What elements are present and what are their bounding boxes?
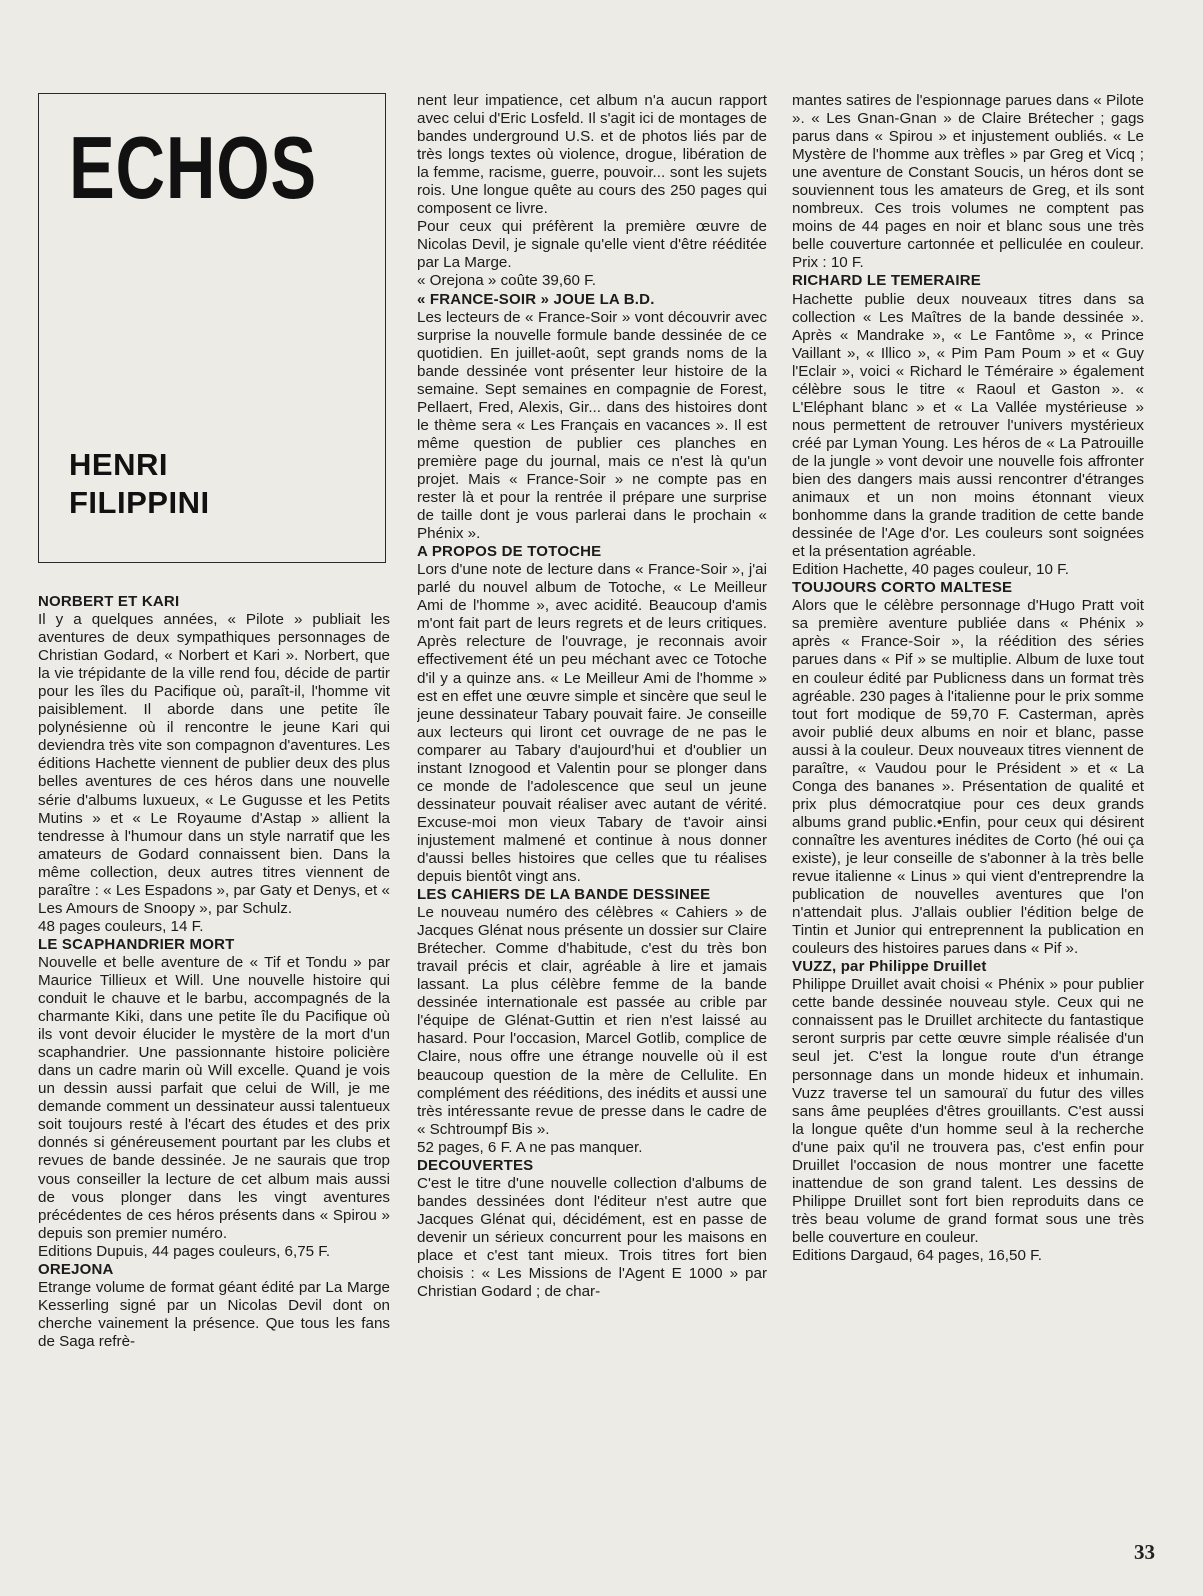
title-box <box>38 93 386 563</box>
paragraph: C'est le titre d'une nouvelle collection d'albums de bandes dessinées dont l'éditeur n'est autre que Jacques Glénat qui, décidément, est en passe de devenir un sérieux concurrent pour les maisons en place et c'est tant mieux. Trois titres fort bien choisis : « Les Missions de l'Agent E 1000 » par Christian Godard ; de char- <box>417 1174 767 1301</box>
paragraph: 52 pages, 6 F. A ne pas manquer. <box>417 1138 643 1156</box>
section-heading: LE SCAPHANDRIER MORT <box>38 935 235 953</box>
article-column-3 <box>792 92 1144 1512</box>
section-heading: RICHARD LE TEMERAIRE <box>792 272 982 290</box>
section-heading: VUZZ, par Philippe Druillet <box>792 958 987 976</box>
paragraph: Editions Dupuis, 44 pages couleurs, 6,75 F. <box>38 1242 331 1260</box>
page-title: ECHOS <box>69 118 318 217</box>
paragraph: Philippe Druillet avait choisi « Phénix » pour publier cette bande dessinée nouveau style. Ceux qui ne connaissent pas le Druillet architecte du fantastique seront surpris par cette œuvre simple réalisée d'un seul jet. C'est la longue route d'un étrange personnage dans un monde hideux et inhumain. Vuzz traverse tel un samouraï du futur des villes sans âme peuplées d'êtres grouillants. C'est aussi la longue quête d'un homme seul à la recherche d'une paix qu'il ne trouvera pas, c'est enfin pour Druillet l'occasion de nous montrer une facette inattendue de son grand talent. Les dessins de Philippe Druillet sont fort bien reproduits dans ce très beau volume de grand format sous une très belle couverture en couleur. <box>792 976 1144 1246</box>
section-heading: LES CAHIERS DE LA BANDE DESSINEE <box>417 886 711 904</box>
article-column-1 <box>38 593 390 1513</box>
article-column-2 <box>417 92 767 1512</box>
section-heading: A PROPOS DE TOTOCHE <box>417 543 602 561</box>
paragraph: Nouvelle et belle aventure de « Tif et Tondu » par Maurice Tillieux et Will. Une nouvelle histoire qui conduit le chauve et le barbu, accompagnés de la charmante Kiki, dans une petite île du Pacifique où ils vont devoir élucider le mystère de la mort d'un scaphandrier. Une passionnante histoire policière dans un cadre marin où Will excelle. Quand je vois un dessin aussi parfait que celui de Will, je me demande comment un dessinateur aussi talentueux soit toujours resté à l'écart des études et des prix donnés si généreusement pourtant par les clubs et revues de bande dessinée. Je ne saurais que trop vous conseiller la lecture de cet album mais aussi de vous plonger dans les vingt aventures précédentes de ces héros présents dans « Spirou » depuis son premier numéro. <box>38 953 390 1242</box>
section-heading: DECOUVERTES <box>417 1156 534 1174</box>
paragraph: Alors que le célèbre personnage d'Hugo Pratt voit sa première aventure publiée dans « Phénix » après « France-Soir », la réédition des séries parues dans « Pif » se multiplie. Album de luxe tout en couleur édité par Publicness dans un format très agréable. 230 pages à l'italienne pour le prix somme tout fort modique de 59,70 F. Casterman, après avoir publié deux albums en noir et blanc, passe aussi à la couleur. Deux nouveaux titres viennent de paraître, « Vaudou pour le Président » et « La Conga des bananes ». Présentation de qualité et prix plus démocratqiue pour ces deux grands albums grand public.•Enfin, pour ceux qui désirent connaître les aventures inédites de Corto (hé oui ça existe), je leur conseille de s'abonner à la très belle revue italienne « Linus » qui vient d'entreprendre la publication de nouvelles aventures que l'on n'attendait plus. J'allais oublier l'édition belge de Tintin et Junior qui entreprennent la publication en couleurs des histoires parues dans « Pif ». <box>792 597 1144 958</box>
paragraph: Hachette publie deux nouveaux titres dans sa collection « Les Maîtres de la bande dessinée ». Après « Mandrake », « Le Fantôme », « Prince Vaillant », « Illico », « Pim Pam Poum » et « Guy l'Eclair », voici « Richard le Téméraire » également célèbre sous le titre « Raoul et Gaston ». « L'Eléphant blanc » et « La Vallée mystérieuse » nous permettent de retrouver l'univers mystérieux créé par Lyman Young. Les héros de « La Patrouille de la jungle » vont devoir une nouvelle fois affronter bien des dangers mais aussi rencontrer d'étranges animaux et un non moins étonnant vieux bonhomme dans la grande tradition de cette bande dessinée de l'Age d'or. Les couleurs sont soignées et la présentation agréable. <box>792 290 1144 561</box>
paragraph: mantes satires de l'espionnage parues dans « Pilote ». « Les Gnan-Gnan » de Claire Brétecher ; gags parus dans « Spirou » et injustement oubliés. « Le Mystère de l'homme aux trèfles » par Greg et Vicq ; une aventure de Constant Soucis, un héros dont se souviennent tous les amateurs de Greg, et ils sont nombreux. Ces trois volumes ne comptent pas moins de 44 pages en noir et blanc sous une très belle couverture cartonnée et pelliculée en couleur. Prix : 10 F. <box>792 92 1144 272</box>
paragraph: nent leur impatience, cet album n'a aucun rapport avec celui d'Eric Losfeld. Il s'agit ici de montages de bandes underground U.S. et de photos liés par de très longs textes où violence, drogue, libération de la femme, racisme, guerre, pouvoir... sont les sujets rois. Une longue quête au cours des 250 pages qui composent ce livre. <box>417 92 767 218</box>
paragraph: Lors d'une note de lecture dans « France-Soir », j'ai parlé du nouvel album de Totoche, « Le Meilleur Ami de l'homme », avec acidité. Beaucoup d'amis m'ont fait part de leurs regrets et de leurs critiques. Après relecture de l'ouvrage, je reconnais avoir effectivement été un peu méchant avec ce Totoche d'il y a quinze ans. « Le Meilleur Ami de l'homme » est en effet une œuvre simple et sincère que seul le jeune dessinateur Tabary pouvait faire. Je conseille aux lecteurs qui liront cet ouvrage de ne pas le comparer au Tabary d'aujourd'hui et d'oublier un instant Iznogood et Valentin pour se plonger dans ce monde de l'adolescence que seul un jeune dessinateur pouvait réaliser avec autant de vérité. Excuse-moi mon vieux Tabary de t'avoir ainsi injustement malmené et continue à nous donner d'aussi belles histoires que celles que tu réalises depuis bientôt vingt ans. <box>417 561 767 886</box>
author-last-name: FILIPPINI <box>69 485 210 520</box>
paragraph: Les lecteurs de « France-Soir » vont découvrir avec surprise la nouvelle formule bande dessinée de ce quotidien. En juillet-août, sept grands noms de la bande dessinée vont présenter leur histoire de la semaine. Sept semaines en compagnie de Forest, Pellaert, Fred, Alexis, Gir... dans des histoires dont le thème sera « Les Français en vacances ». Il est même question de publier ces planches en première page du journal, mais ce n'est là qu'un projet. Mais « France-Soir » ne compte pas en rester là et pour la rentrée il prépare une surprise de taille dont je vous parlerai dans le prochain « Phénix ». <box>417 308 767 543</box>
page-number: 33 <box>1134 1540 1155 1564</box>
paragraph: 48 pages couleurs, 14 F. <box>38 917 204 935</box>
paragraph: « Orejona » coûte 39,60 F. <box>417 272 596 290</box>
paragraph: Pour ceux qui préfèrent la première œuvre de Nicolas Devil, je signale qu'elle vient d'être rééditée par La Marge. <box>417 218 767 272</box>
paragraph: Le nouveau numéro des célèbres « Cahiers » de Jacques Glénat nous présente un dossier sur Claire Brétecher. Comme d'habitude, c'est du très bon travail précis et clair, agréable à lire et jamais lassant. La plus célèbre femme de la bande dessinée internationale est passée au crible par l'équipe de Glénat-Guttin et rien n'est laissé au hasard. Pour l'occasion, Marcel Gotlib, complice de Claire, nous offre une étrange nouvelle où il est beaucoup question de la mère de Cellulite. En complément des rééditions, des inédits et aussi une très intéressante revue de presse dans le cadre de « Schtroumpf Bis ». <box>417 904 767 1138</box>
paragraph: Etrange volume de format géant édité par La Marge Kesserling signé par un Nicolas Devil dont on cherche vainement la présence. Que tous les fans de Saga refrè- <box>38 1278 390 1350</box>
paragraph: Edition Hachette, 40 pages couleur, 10 F. <box>792 561 1069 579</box>
paragraph: Il y a quelques années, « Pilote » publiait les aventures de deux sympathiques personnages de Christian Godard, « Norbert et Kari ». Norbert, que la vie trépidante de la ville rend fou, décide de partir pour les îles du Pacifique où, paraît-il, l'homme vit paisiblement. Il aborde dans une petite île polynésienne où il rencontre le jeune Kari qui deviendra très vite son compagnon d'aventures. Les éditions Hachette viennent de publier deux des plus belles aventures de ces héros dans une nouvelle série d'albums luxueux, « Le Gugusse et les Petits Mutins » et « Le Royaume d'Astap » allient la tendresse à l'humour dans un style narratif que les amateurs de Godard connaissent bien. Dans la même collection, deux autres titres viennent de paraître : « Les Espadons », par Gaty et Denys, et « Les Amours de Snoopy », par Schulz. <box>38 611 390 917</box>
author-name <box>69 446 210 522</box>
section-heading: « FRANCE-SOIR » JOUE LA B.D. <box>417 290 655 308</box>
section-heading: TOUJOURS CORTO MALTESE <box>792 579 1013 597</box>
section-heading: NORBERT ET KARI <box>38 593 180 610</box>
author-first-name: HENRI <box>69 447 168 482</box>
paragraph: Editions Dargaud, 64 pages, 16,50 F. <box>792 1247 1042 1264</box>
section-heading: OREJONA <box>38 1260 114 1278</box>
